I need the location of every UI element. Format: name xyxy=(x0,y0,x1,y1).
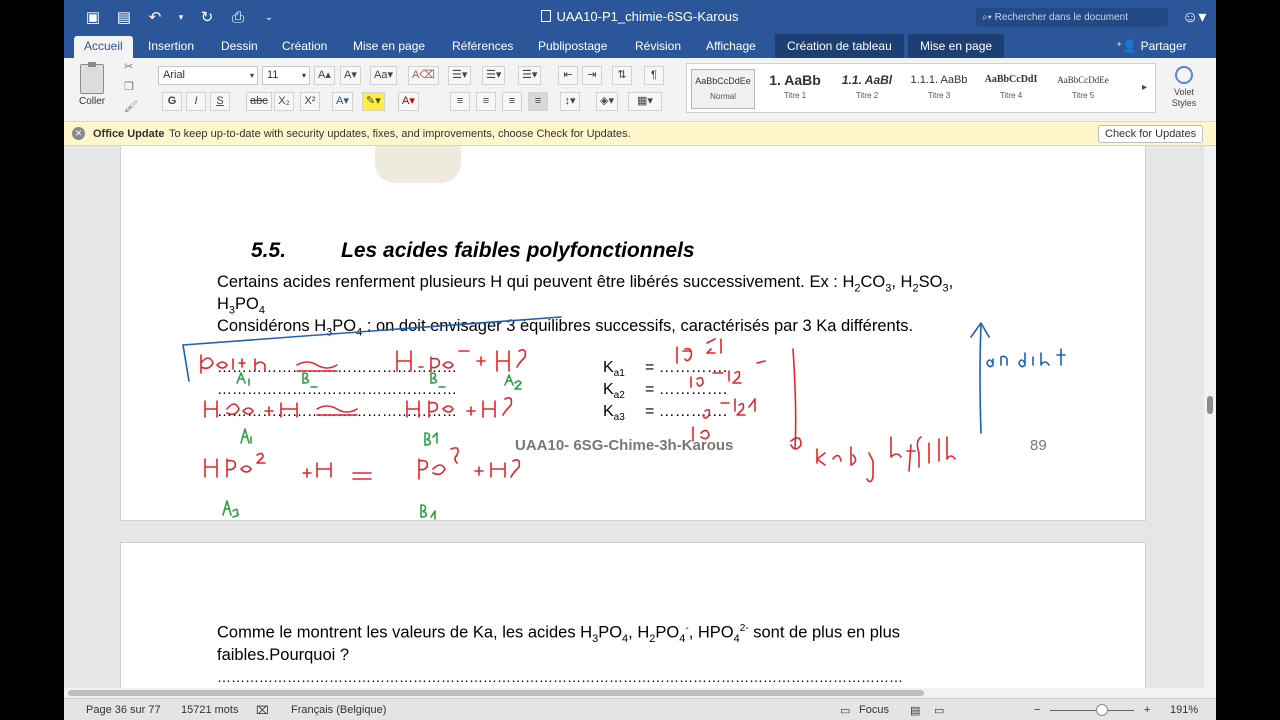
styles-pane-label-2: Styles xyxy=(1171,98,1197,108)
superscript-run: 2- xyxy=(739,623,749,634)
close-icon[interactable]: ✕ xyxy=(72,127,85,140)
subscript-run: 3 xyxy=(592,632,599,645)
ink-stroke-red xyxy=(693,427,709,441)
format-painter-icon[interactable]: 🖌 xyxy=(124,101,138,113)
ink-stroke-red xyxy=(691,371,741,387)
focus-label[interactable]: Focus xyxy=(859,704,889,716)
ka-letter: K xyxy=(603,359,614,376)
font-color-icon[interactable]: A▾ xyxy=(398,92,419,111)
chevron-down-icon: ▾ xyxy=(249,71,254,80)
subscript-run: 4 xyxy=(258,304,266,317)
ink-stroke-red xyxy=(407,398,511,417)
add-person-icon: ⁺👤 xyxy=(1116,39,1141,53)
align-left-icon[interactable]: ≡ xyxy=(450,92,470,111)
ink-stroke-red xyxy=(205,453,265,477)
scroll-thumb[interactable] xyxy=(1207,396,1213,414)
style-name: Normal xyxy=(710,92,736,101)
ka-letter: K xyxy=(603,381,614,398)
ink-stroke-green xyxy=(303,373,317,387)
style-name: Titre 2 xyxy=(855,91,879,100)
word-count[interactable]: 15721 mots xyxy=(181,704,239,716)
text-run: , HPO xyxy=(688,623,734,642)
text-run: PO xyxy=(598,623,623,642)
ink-stroke-blue xyxy=(183,345,189,381)
text-run: , H xyxy=(891,273,913,291)
text-run: PO xyxy=(655,623,680,642)
tab-dessin[interactable]: Dessin xyxy=(221,39,258,53)
ink-stroke-green xyxy=(241,429,251,443)
subscript-run: 4 xyxy=(356,326,363,339)
sort-icon[interactable]: ⇅ xyxy=(612,66,632,85)
change-case-icon[interactable]: Aa▾ xyxy=(370,66,397,85)
style-titre-4[interactable] xyxy=(979,69,1043,109)
font-name-select[interactable] xyxy=(158,66,258,85)
scroll-thumb[interactable] xyxy=(68,690,924,696)
style-sample: AaBbCcDdEe xyxy=(695,76,751,86)
ink-stroke-red xyxy=(817,437,955,482)
subscript-run: 3 xyxy=(326,326,333,339)
styles-pane-label-1: Volet xyxy=(1173,87,1195,97)
tab-creation[interactable]: Création xyxy=(282,39,328,53)
search-input[interactable] xyxy=(976,8,1168,27)
increase-indent-icon[interactable]: ⇥ xyxy=(582,66,602,85)
ink-stroke-green xyxy=(223,501,238,517)
tab-mise-en-page-tableau[interactable]: Mise en page xyxy=(908,34,1004,58)
italic-button[interactable]: I xyxy=(186,92,206,111)
ink-stroke-red xyxy=(353,473,371,479)
handwriting-annotations xyxy=(121,146,1147,522)
title-bar xyxy=(64,0,1216,34)
text-run: CO xyxy=(860,273,886,291)
ink-stroke-green xyxy=(505,375,521,389)
proofing-icon[interactable]: ⌧ xyxy=(256,705,269,717)
line-spacing-icon[interactable]: ↕▾ xyxy=(560,92,580,111)
ka-subscript: a2 xyxy=(613,390,625,402)
text-run: , xyxy=(948,273,954,291)
document-canvas[interactable] xyxy=(64,146,1204,688)
ink-stroke-green xyxy=(237,373,249,385)
text-run: , H xyxy=(628,623,650,642)
zoom-slider[interactable] xyxy=(1050,710,1134,711)
multilevel-list-icon[interactable]: ☰▾ xyxy=(518,66,541,85)
ink-stroke-blue xyxy=(971,323,989,433)
ink-stroke-green xyxy=(425,433,437,445)
text-effects-icon[interactable]: A▾ xyxy=(332,92,353,111)
styles-pane-icon xyxy=(1175,66,1193,84)
feedback-smiley-icon[interactable]: ☺▾ xyxy=(1182,9,1207,26)
print-icon[interactable]: ⎙ xyxy=(231,8,244,26)
tab-accueil[interactable]: Accueil xyxy=(74,36,133,58)
tab-creation-de-tableau[interactable]: Création de tableau xyxy=(775,34,904,58)
style-sample: AaBbCcDdI xyxy=(984,74,1038,85)
style-normal[interactable] xyxy=(691,69,755,109)
subscript-run: 2 xyxy=(649,632,656,645)
notice-title: Office Update xyxy=(93,128,165,140)
styles-pane-button[interactable] xyxy=(1164,66,1204,109)
subscript-run: 4 xyxy=(622,632,629,645)
subscript-run: 4 xyxy=(679,632,686,645)
highlight-icon[interactable]: ✎▾ xyxy=(362,92,385,111)
ink-stroke-red xyxy=(419,448,519,479)
customize-icon[interactable]: ⌄ xyxy=(264,11,274,23)
ink-stroke-red xyxy=(303,463,331,477)
page-footer: UAA10- 6SG-Chime-3h-Karous xyxy=(515,437,734,454)
print-layout-icon[interactable]: ▤ xyxy=(910,705,921,717)
ink-stroke-red xyxy=(791,349,801,449)
tab-publipostage[interactable]: Publipostage xyxy=(538,39,608,53)
paste-icon[interactable] xyxy=(80,64,104,94)
styles-gallery xyxy=(686,63,1156,113)
chevron-down-icon: ▾ xyxy=(301,71,306,80)
heading-number: 5.5. xyxy=(251,239,287,262)
focus-icon[interactable]: ▭ xyxy=(840,705,851,717)
share-label: Partager xyxy=(1140,39,1187,53)
text-run: : on doit envisager 3 équilibres successifs, caractérisés par 3 Ka différents. xyxy=(362,317,914,335)
borders-icon[interactable]: ▦▾ xyxy=(628,92,662,111)
heading-text: Les acides faibles polyfonctionnels xyxy=(341,239,695,262)
dot-line-3: ………………………………………… xyxy=(217,403,457,420)
page-90[interactable] xyxy=(120,542,1146,688)
align-center-icon[interactable]: ≡ xyxy=(476,92,496,111)
style-sample: 1. AaBb xyxy=(769,72,821,88)
subscript-run: 2 xyxy=(854,282,861,295)
ink-stroke-red xyxy=(317,406,357,415)
dot-line-1: ………………………………………… xyxy=(217,359,457,376)
ink-stroke-red xyxy=(397,350,525,371)
answer-dot-line: ………………………………………………………………………………………………………………………………… xyxy=(217,669,903,685)
text-run: Certains acides renferment plusieurs H qui peuvent être libérés successivement. Ex : H xyxy=(217,273,855,291)
status-bar xyxy=(64,698,1216,720)
dot-line-2: ………………………………………… xyxy=(217,381,457,398)
style-titre-2[interactable] xyxy=(835,69,899,109)
text-run: H xyxy=(217,295,229,313)
tab-insertion[interactable]: Insertion xyxy=(148,39,195,53)
style-sample: 1.1. AaBl xyxy=(841,73,893,87)
font-size-select[interactable] xyxy=(262,66,310,85)
style-name: Titre 4 xyxy=(999,91,1023,100)
zoom-level[interactable]: 191% xyxy=(1170,704,1199,716)
numbering-icon[interactable]: ☰▾ xyxy=(482,66,505,85)
text-run: Comme le montrent les valeurs de Ka, les acides H xyxy=(217,623,593,642)
zoom-slider-handle[interactable] xyxy=(1096,704,1108,716)
text-run: PO xyxy=(332,317,357,335)
style-titre-5[interactable] xyxy=(1051,69,1115,109)
paste-label: Coller xyxy=(79,96,106,107)
subscript-run: 3 xyxy=(885,282,892,295)
decrease-indent-icon[interactable]: ⇤ xyxy=(558,66,578,85)
update-notification-bar xyxy=(64,122,1216,146)
superscript-button[interactable]: X² xyxy=(300,92,320,111)
undo-icon[interactable]: ↶ xyxy=(148,9,162,26)
subscript-run: 3 xyxy=(942,282,949,295)
ka-letter: K xyxy=(603,403,614,420)
strikethrough-button[interactable]: abc xyxy=(246,92,272,111)
subscript-button[interactable]: X₂ xyxy=(274,92,294,111)
ka3-value: = …………. xyxy=(645,403,728,420)
subscript-run: 2 xyxy=(912,282,919,295)
style-sample: 1.1.1. AaBb xyxy=(910,74,968,86)
bullets-icon[interactable]: ☰▾ xyxy=(448,66,471,85)
dropdown-icon[interactable]: ▾ xyxy=(178,11,184,22)
text-run: Considérons H xyxy=(217,317,327,335)
word-window xyxy=(64,0,1216,720)
tab-mise-en-page[interactable]: Mise en page xyxy=(353,39,426,53)
shading-icon[interactable]: ◈▾ xyxy=(596,92,618,111)
underline-button[interactable]: S xyxy=(210,92,230,111)
ink-stroke-green xyxy=(431,373,445,387)
text-run: PO xyxy=(235,295,259,313)
shrink-font-icon[interactable]: A▾ xyxy=(340,66,361,85)
zoom-out-icon[interactable]: − xyxy=(1034,704,1041,716)
notice-message: To keep up-to-date with security updates, fixes, and improvements, choose Check for Updates. xyxy=(169,128,631,140)
text-run: SO xyxy=(918,273,943,291)
search-icon: ⌕▾ xyxy=(982,12,992,23)
copy-icon[interactable]: ❐ xyxy=(124,81,134,93)
sidebar-toggle-icon[interactable]: ▣ xyxy=(85,9,101,26)
gallery-next-icon[interactable]: ▸ xyxy=(1142,82,1148,93)
ribbon-tabs xyxy=(64,34,1216,58)
document-icon xyxy=(541,10,551,22)
ink-stroke-blue xyxy=(987,349,1065,367)
ink-stroke-red xyxy=(201,355,265,373)
redo-icon[interactable]: ↻ xyxy=(200,9,214,26)
paragraph-5: faibles.Pourquoi ? xyxy=(217,646,350,664)
grow-font-icon[interactable]: A▴ xyxy=(314,66,335,85)
document-title-text: UAA10-P1_chimie-6SG-Karous xyxy=(556,9,739,24)
style-name: Titre 3 xyxy=(927,91,951,100)
text-run: sont de plus en plus xyxy=(748,623,901,642)
save-icon[interactable]: ▤ xyxy=(116,9,132,26)
ink-stroke-red xyxy=(205,401,297,417)
style-titre-3[interactable] xyxy=(907,69,971,109)
page-count[interactable]: Page 36 sur 77 xyxy=(86,704,161,716)
font-name-value: Arial xyxy=(163,69,186,81)
superscript-run: - xyxy=(685,623,689,634)
style-sample: AaBbCcDdEe xyxy=(1057,75,1109,85)
share-button[interactable] xyxy=(1116,39,1187,53)
ka-subscript: a3 xyxy=(613,412,625,424)
font-size-value: 11 xyxy=(267,69,279,81)
bold-button[interactable]: G xyxy=(162,92,182,111)
tab-revision[interactable]: Révision xyxy=(635,39,682,53)
ribbon xyxy=(64,58,1216,122)
style-titre-1[interactable] xyxy=(763,69,827,109)
page-number: 89 xyxy=(1030,437,1047,454)
ink-stroke-green xyxy=(421,505,435,519)
zoom-in-icon[interactable]: + xyxy=(1144,704,1151,716)
page-89[interactable] xyxy=(120,146,1146,521)
show-marks-icon[interactable]: ¶ xyxy=(644,66,664,85)
ink-stroke-red xyxy=(703,399,755,418)
justify-icon[interactable]: ≡ xyxy=(528,92,548,111)
subscript-run: 3 xyxy=(228,304,236,317)
cut-icon[interactable]: ✂ xyxy=(124,61,134,73)
check-for-updates-button[interactable]: Check for Updates xyxy=(1098,125,1203,143)
ka1-value: = …………. xyxy=(645,359,728,376)
ink-stroke-red xyxy=(677,339,721,363)
tab-affichage[interactable]: Affichage xyxy=(706,39,756,53)
align-right-icon[interactable]: ≡ xyxy=(502,92,522,111)
ink-stroke-red xyxy=(297,362,337,371)
ink-stroke-red xyxy=(757,361,765,363)
vertical-scrollbar[interactable] xyxy=(1204,146,1216,688)
subscript-run: 4 xyxy=(733,632,740,645)
ka2-value: = …………. xyxy=(645,381,728,398)
web-layout-icon[interactable]: ▭ xyxy=(934,705,945,717)
ink-stroke-blue xyxy=(183,317,561,345)
ka-subscript: a1 xyxy=(613,368,625,380)
clear-formatting-icon[interactable]: A⌫ xyxy=(408,66,439,85)
style-name: Titre 1 xyxy=(783,91,807,100)
search-placeholder: Rechercher dans le document xyxy=(994,12,1129,23)
language-indicator[interactable]: Français (Belgique) xyxy=(291,704,387,716)
tab-references[interactable]: Références xyxy=(452,39,514,53)
style-name: Titre 5 xyxy=(1071,91,1095,100)
horizontal-scrollbar[interactable] xyxy=(64,688,1216,698)
paragraph-4 xyxy=(217,623,1049,645)
